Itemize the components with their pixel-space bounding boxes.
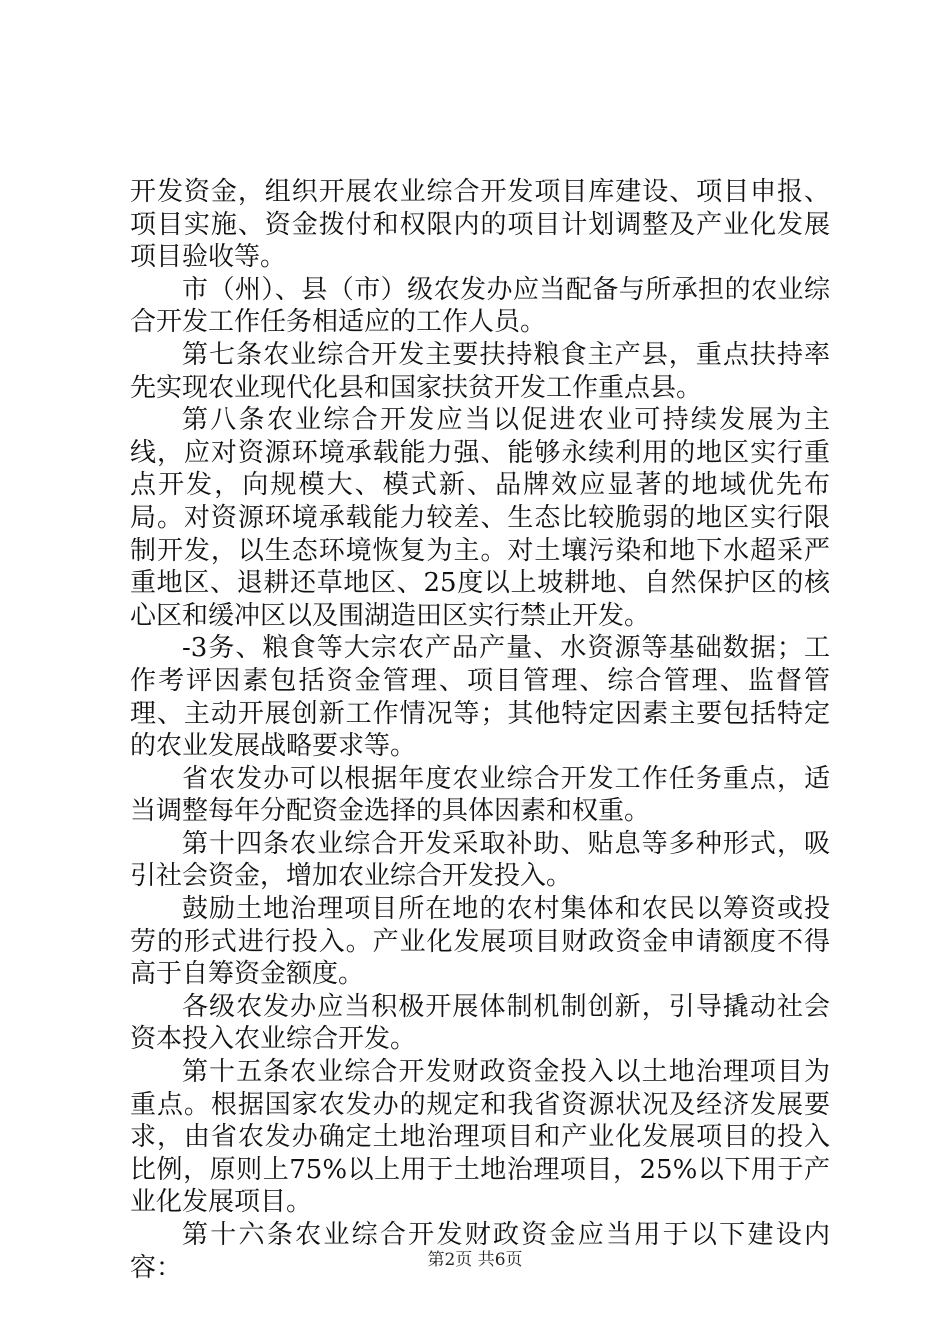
- paragraph-11: 第十六条农业综合开发财政资金应当用于以下建设内容：: [130, 1220, 830, 1283]
- page-number-footer: 第2页 共6页: [427, 1250, 523, 1270]
- paragraph-3: 第七条农业综合开发主要扶持粮食主产县，重点扶持率先实现农业现代化县和国家扶贫开发工作重点县。: [130, 339, 830, 403]
- paragraph-7: 第十四条农业综合开发采取补助、贴息等多种形式，吸引社会资金，增加农业综合开发投入。: [130, 828, 830, 892]
- paragraph-6: 省农发办可以根据年度农业综合开发工作任务重点，适当调整每年分配资金选择的具体因素和权重。: [130, 763, 830, 827]
- paragraph-5: -3务、粮食等大宗农产品产量、水资源等基础数据；工作考评因素包括资金管理、项目管理、综合管理、监督管理、主动开展创新工作情况等；其他特定因素主要包括特定的农业发展战略要求等。: [130, 633, 830, 762]
- document-body: [130, 176, 830, 1284]
- paragraph-10: 第十五条农业综合开发财政资金投入以土地治理项目为重点。根据国家农发办的规定和我省资源状况及经济发展要求，由省农发办确定土地治理项目和产业化发展项目的投入比例，原则上75%以上用于土地治理项目，25%以下用于产业化发展项目。: [130, 1057, 830, 1218]
- paragraph-1: 开发资金，组织开展农业综合开发项目库建设、项目申报、项目实施、资金拨付和权限内的项目计划调整及产业化发展项目验收等。: [130, 177, 830, 273]
- paragraph-4: 第八条农业综合开发应当以促进农业可持续发展为主线，应对资源环境承载能力强、能够永续利用的地区实行重点开发，向规模大、模式新、品牌效应显著的地域优先布局。对资源环境承载能力较差、生态比较脆弱的地区实行限制开发，以生态环境恢复为主。对土壤污染和地下水超采严重地区、退耕还草地区、25度以上坡耕地、自然保护区的核心区和缓冲区以及围湖造田区实行禁止开发。: [130, 405, 830, 631]
- paragraph-8: 鼓励土地治理项目所在地的农村集体和农民以筹资或投劳的形式进行投入。产业化发展项目财政资金申请额度不得高于自筹资金额度。: [130, 894, 830, 990]
- paragraph-9: 各级农发办应当积极开展体制机制创新，引导撬动社会资本投入农业综合开发。: [130, 991, 830, 1055]
- paragraph-2: 市（州）、县（市）级农发办应当配备与所承担的农业综合开发工作任务相适应的工作人员。: [130, 274, 830, 338]
